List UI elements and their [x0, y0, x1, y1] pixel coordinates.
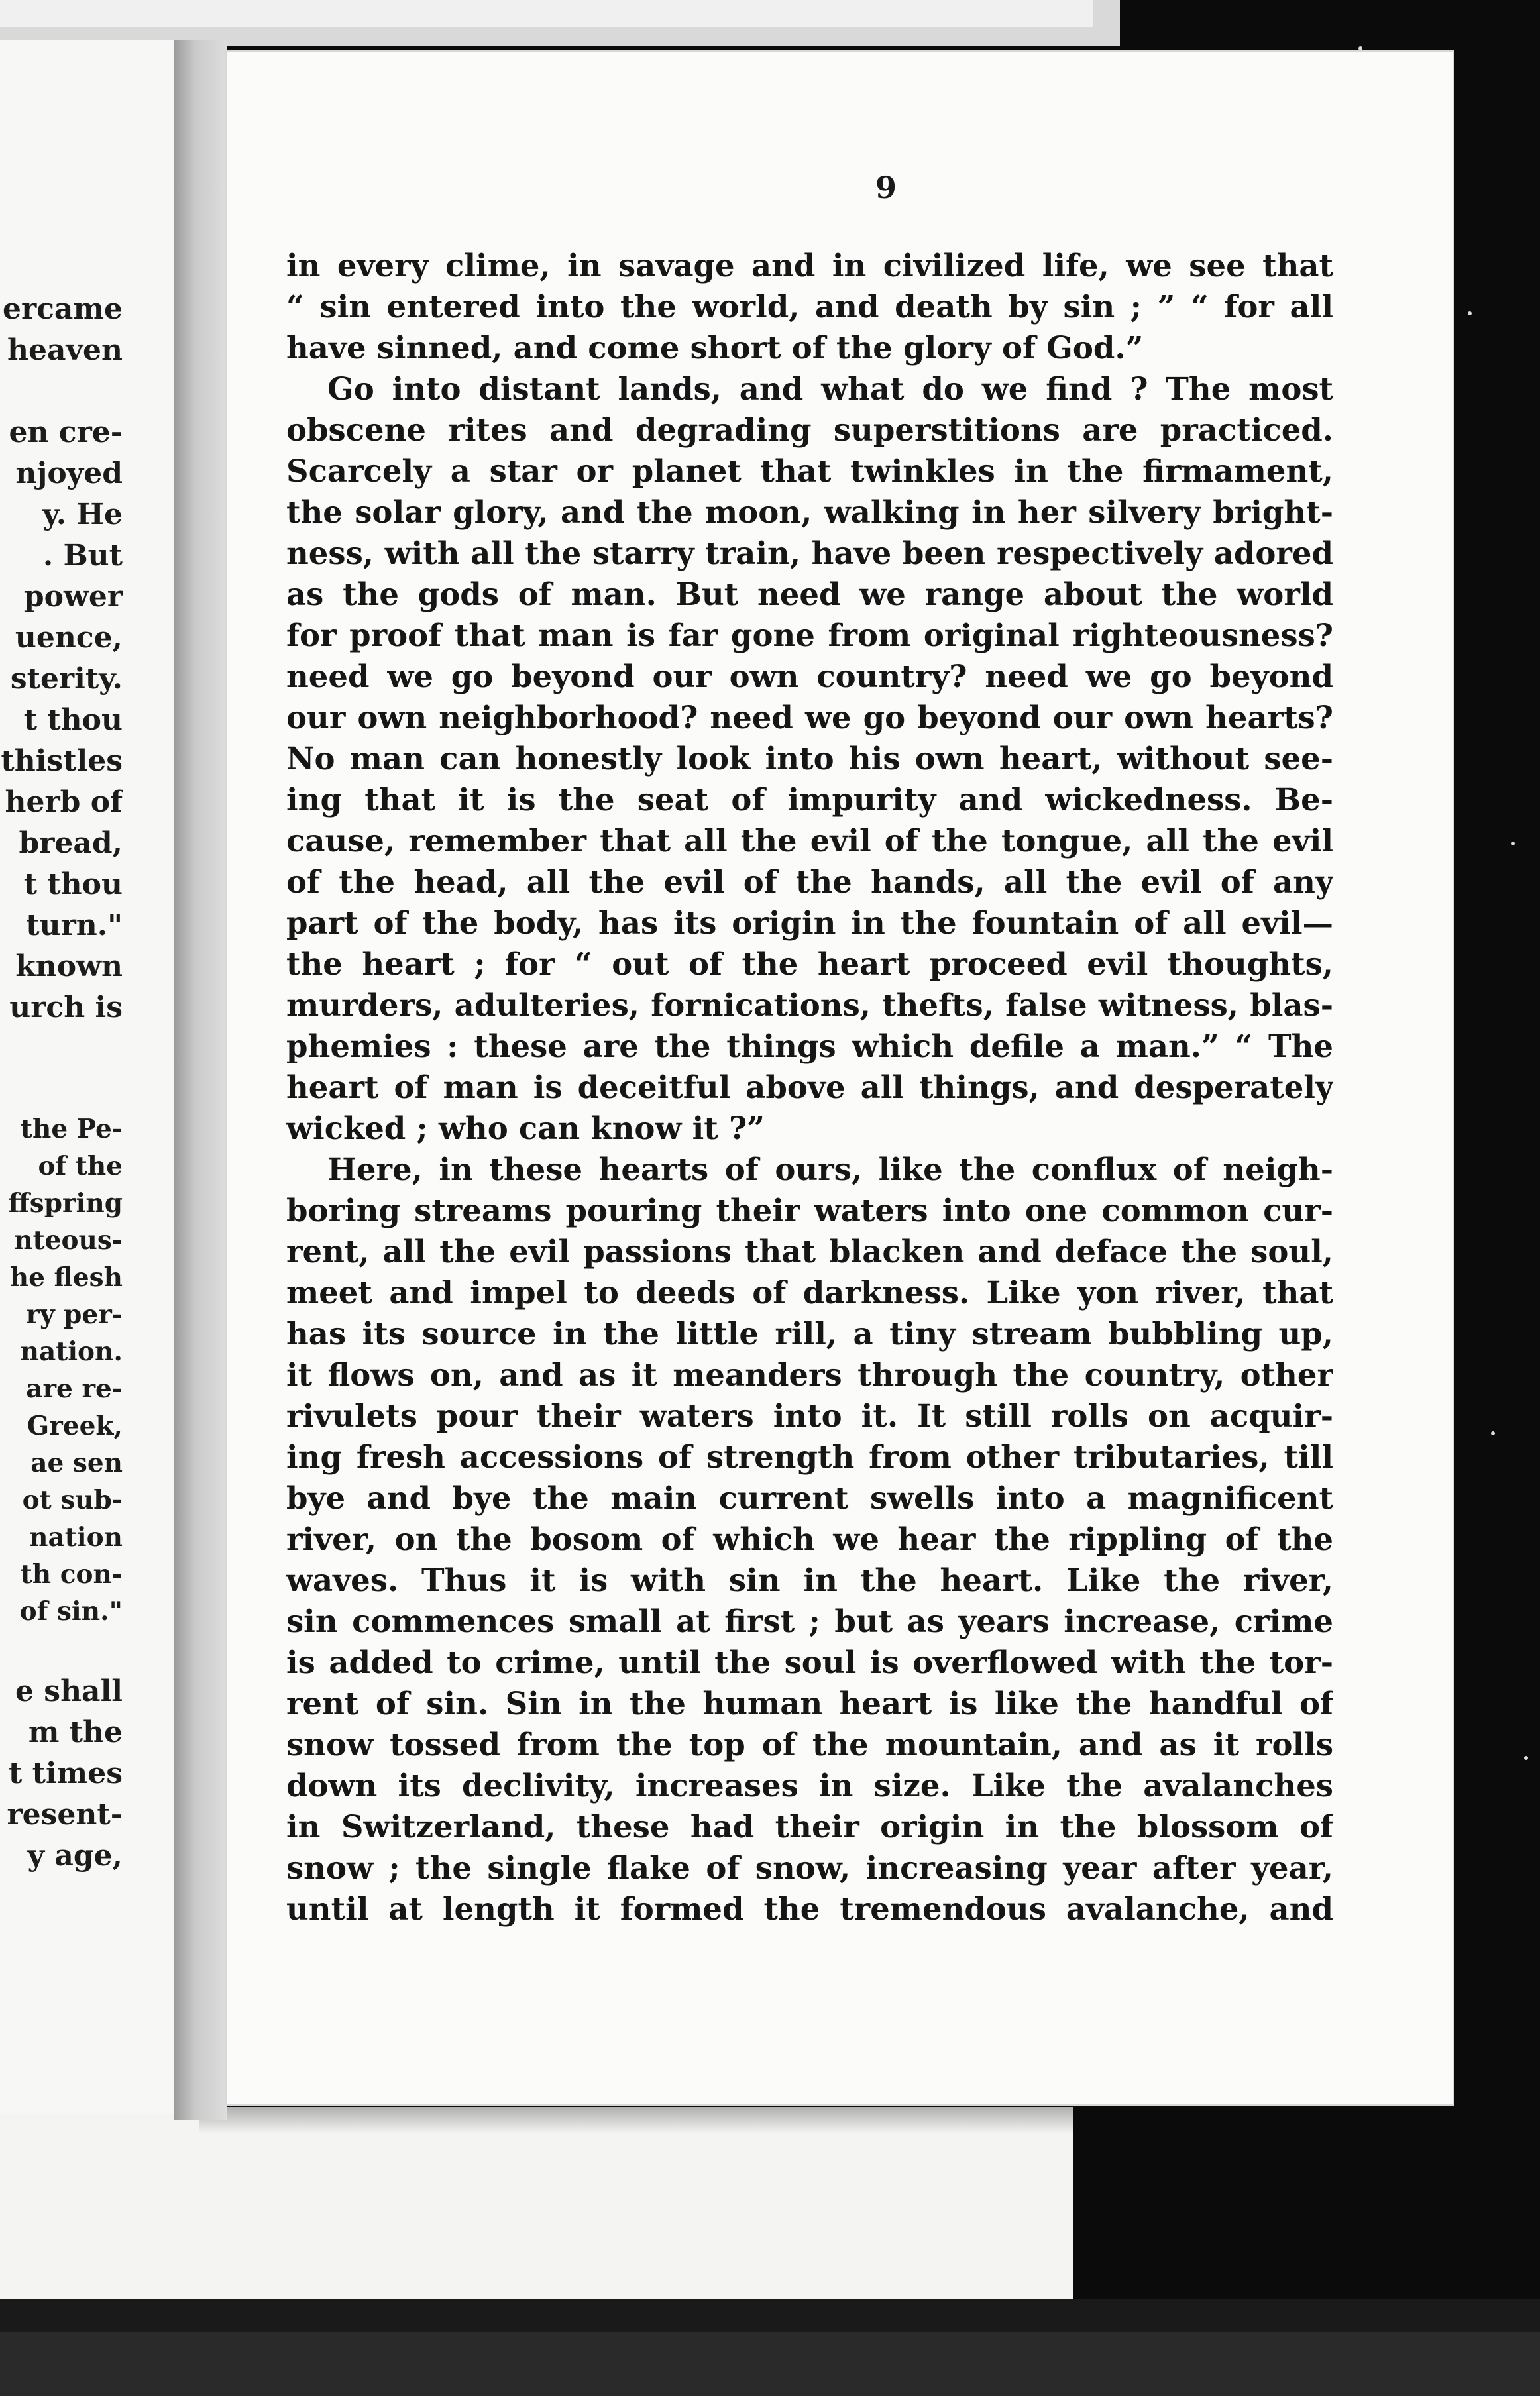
left-page-line: m the — [28, 1715, 123, 1749]
text-line: has its source in the little rill, a tiny stream bubbling up, — [286, 1315, 1333, 1352]
left-page-line: bread, — [19, 826, 123, 860]
text-line: bye and bye the main current swells into a magnificent — [286, 1480, 1333, 1516]
left-page-line: t thou — [23, 867, 123, 901]
text-line: heart of man is deceitful above all things, and desperately — [286, 1069, 1333, 1105]
body-text — [286, 245, 1333, 1930]
left-page-line: heaven — [7, 333, 123, 367]
underlying-page — [0, 2107, 1073, 2306]
text-line: Here, in these hearts of ours, like the conflux of neigh- — [327, 1151, 1333, 1187]
text-line: snow ; the single flake of snow, increasing year after year, — [286, 1849, 1333, 1886]
text-line: have sinned, and come short of the glory of God.” — [286, 329, 1144, 366]
text-line: in Switzerland, these had their origin in the blossom of — [286, 1808, 1333, 1845]
left-page-line: e shall — [15, 1674, 123, 1708]
text-line: our own neighborhood? need we go beyond our own hearts? — [286, 699, 1333, 735]
text-line: need we go beyond our own country? need we go beyond — [286, 658, 1333, 694]
film-edge-bottom-inner — [0, 2332, 1540, 2396]
text-line: of the head, all the evil of the hands, all the evil of any — [286, 863, 1333, 900]
left-page-line: nteous- — [14, 1225, 123, 1256]
left-page-line: Greek, — [27, 1411, 123, 1441]
left-page-line: of sin." — [19, 1596, 123, 1627]
left-page-line: y. He — [42, 498, 123, 531]
left-page-line: ry per- — [26, 1299, 123, 1330]
left-page-line: of the — [38, 1151, 123, 1181]
main-page — [227, 52, 1453, 2104]
text-line: snow tossed from the top of the mountain, and as it rolls — [286, 1726, 1333, 1763]
text-line: rent, all the evil passions that blacken and deface the soul, — [286, 1233, 1333, 1270]
left-page-line: the Pe- — [20, 1114, 123, 1144]
text-line: as the gods of man. But need we range about the world — [286, 576, 1333, 612]
text-line: rivulets pour their waters into it. It still rolls on acquir- — [286, 1397, 1333, 1434]
left-page-line: ffspring — [8, 1188, 123, 1219]
text-line: waves. Thus it is with sin in the heart. Like the river, — [286, 1562, 1333, 1598]
text-line: Go into distant lands, and what do we find ? The most — [327, 370, 1333, 407]
left-page-line: ot sub- — [22, 1485, 123, 1515]
left-page-line: uence, — [15, 621, 123, 655]
text-line: until at length it formed the tremendous avalanche, and — [286, 1890, 1333, 1927]
text-line: murders, adulteries, fornications, thefts, false witness, blas- — [286, 987, 1333, 1023]
film-speck — [1358, 46, 1362, 50]
text-line: phemies : these are the things which defile a man.” “ The — [286, 1028, 1333, 1064]
page-number: 9 — [875, 170, 897, 205]
text-line: for proof that man is far gone from original righteousness? — [286, 617, 1333, 653]
underlying-page-shadow — [199, 2107, 1073, 2134]
book-gutter-shadow — [174, 40, 227, 2120]
text-line: in every clime, in savage and in civilized life, we see that — [286, 247, 1333, 284]
left-page-line: nation. — [20, 1336, 123, 1367]
film-edge-top-inner — [0, 0, 1093, 27]
text-line: the solar glory, and the moon, walking in her silvery bright- — [286, 494, 1333, 530]
left-page-line: en cre- — [9, 415, 123, 449]
film-speck — [1468, 311, 1472, 315]
text-line: is added to crime, until the soul is overflowed with the tor- — [286, 1644, 1333, 1680]
text-line: river, on the bosom of which we hear the rippling of the — [286, 1521, 1333, 1557]
text-line: No man can honestly look into his own heart, without see- — [286, 740, 1333, 777]
left-page-line: . But — [42, 539, 123, 572]
left-page-line: t times — [8, 1757, 123, 1790]
left-page-line: are re- — [26, 1374, 123, 1404]
text-line: ing fresh accessions of strength from other tributaries, till — [286, 1439, 1333, 1475]
left-page-line: known — [15, 950, 123, 983]
left-page-line: nation — [29, 1522, 123, 1552]
text-line: the heart ; for “ out of the heart proceed evil thoughts, — [286, 946, 1333, 982]
left-page-line: herb of — [5, 785, 123, 819]
left-page-line: y age, — [27, 1839, 123, 1873]
left-page-line: ae sen — [30, 1448, 123, 1478]
text-line: cause, remember that all the evil of the tongue, all the evil — [286, 822, 1333, 859]
left-page-line: sterity. — [10, 662, 123, 696]
left-page-line: thistles — [1, 744, 123, 778]
text-line: obscene rites and degrading superstitions are practiced. — [286, 411, 1333, 448]
text-line: part of the body, has its origin in the fountain of all evil— — [286, 904, 1333, 941]
left-page-line: urch is — [9, 991, 123, 1024]
left-page-line: th con- — [20, 1559, 123, 1590]
left-page-line: turn." — [26, 908, 123, 942]
left-page-line: t thou — [23, 703, 123, 737]
left-page-line: njoyed — [15, 457, 123, 490]
left-page-line: ercame — [2, 292, 123, 326]
text-line: ness, with all the starry train, have been respectively adored — [286, 535, 1333, 571]
left-page-line: he flesh — [9, 1262, 123, 1293]
film-speck — [1491, 1431, 1495, 1435]
text-line: down its declivity, increases in size. Like the avalanches — [286, 1767, 1333, 1804]
film-speck — [1511, 842, 1515, 845]
text-line: Scarcely a star or planet that twinkles in the firmament, — [286, 453, 1333, 489]
left-page-line: power — [23, 580, 123, 614]
text-line: wicked ; who can know it ?” — [286, 1110, 765, 1146]
text-line: meet and impel to deeds of darkness. Like yon river, that — [286, 1274, 1333, 1311]
text-line: rent of sin. Sin in the human heart is like the handful of — [286, 1685, 1333, 1721]
text-line: boring streams pouring their waters into one common cur- — [286, 1192, 1333, 1228]
text-line: “ sin entered into the world, and death by sin ; ” “ for all — [286, 288, 1333, 325]
left-facing-page — [0, 40, 177, 2114]
text-line: ing that it is the seat of impurity and wickedness. Be- — [286, 781, 1333, 818]
film-speck — [1524, 1756, 1528, 1760]
text-line: sin commences small at first ; but as years increase, crime — [286, 1603, 1333, 1639]
left-page-text — [0, 40, 123, 2114]
text-line: it flows on, and as it meanders through the country, other — [286, 1356, 1333, 1393]
left-page-line: resent- — [7, 1798, 123, 1831]
